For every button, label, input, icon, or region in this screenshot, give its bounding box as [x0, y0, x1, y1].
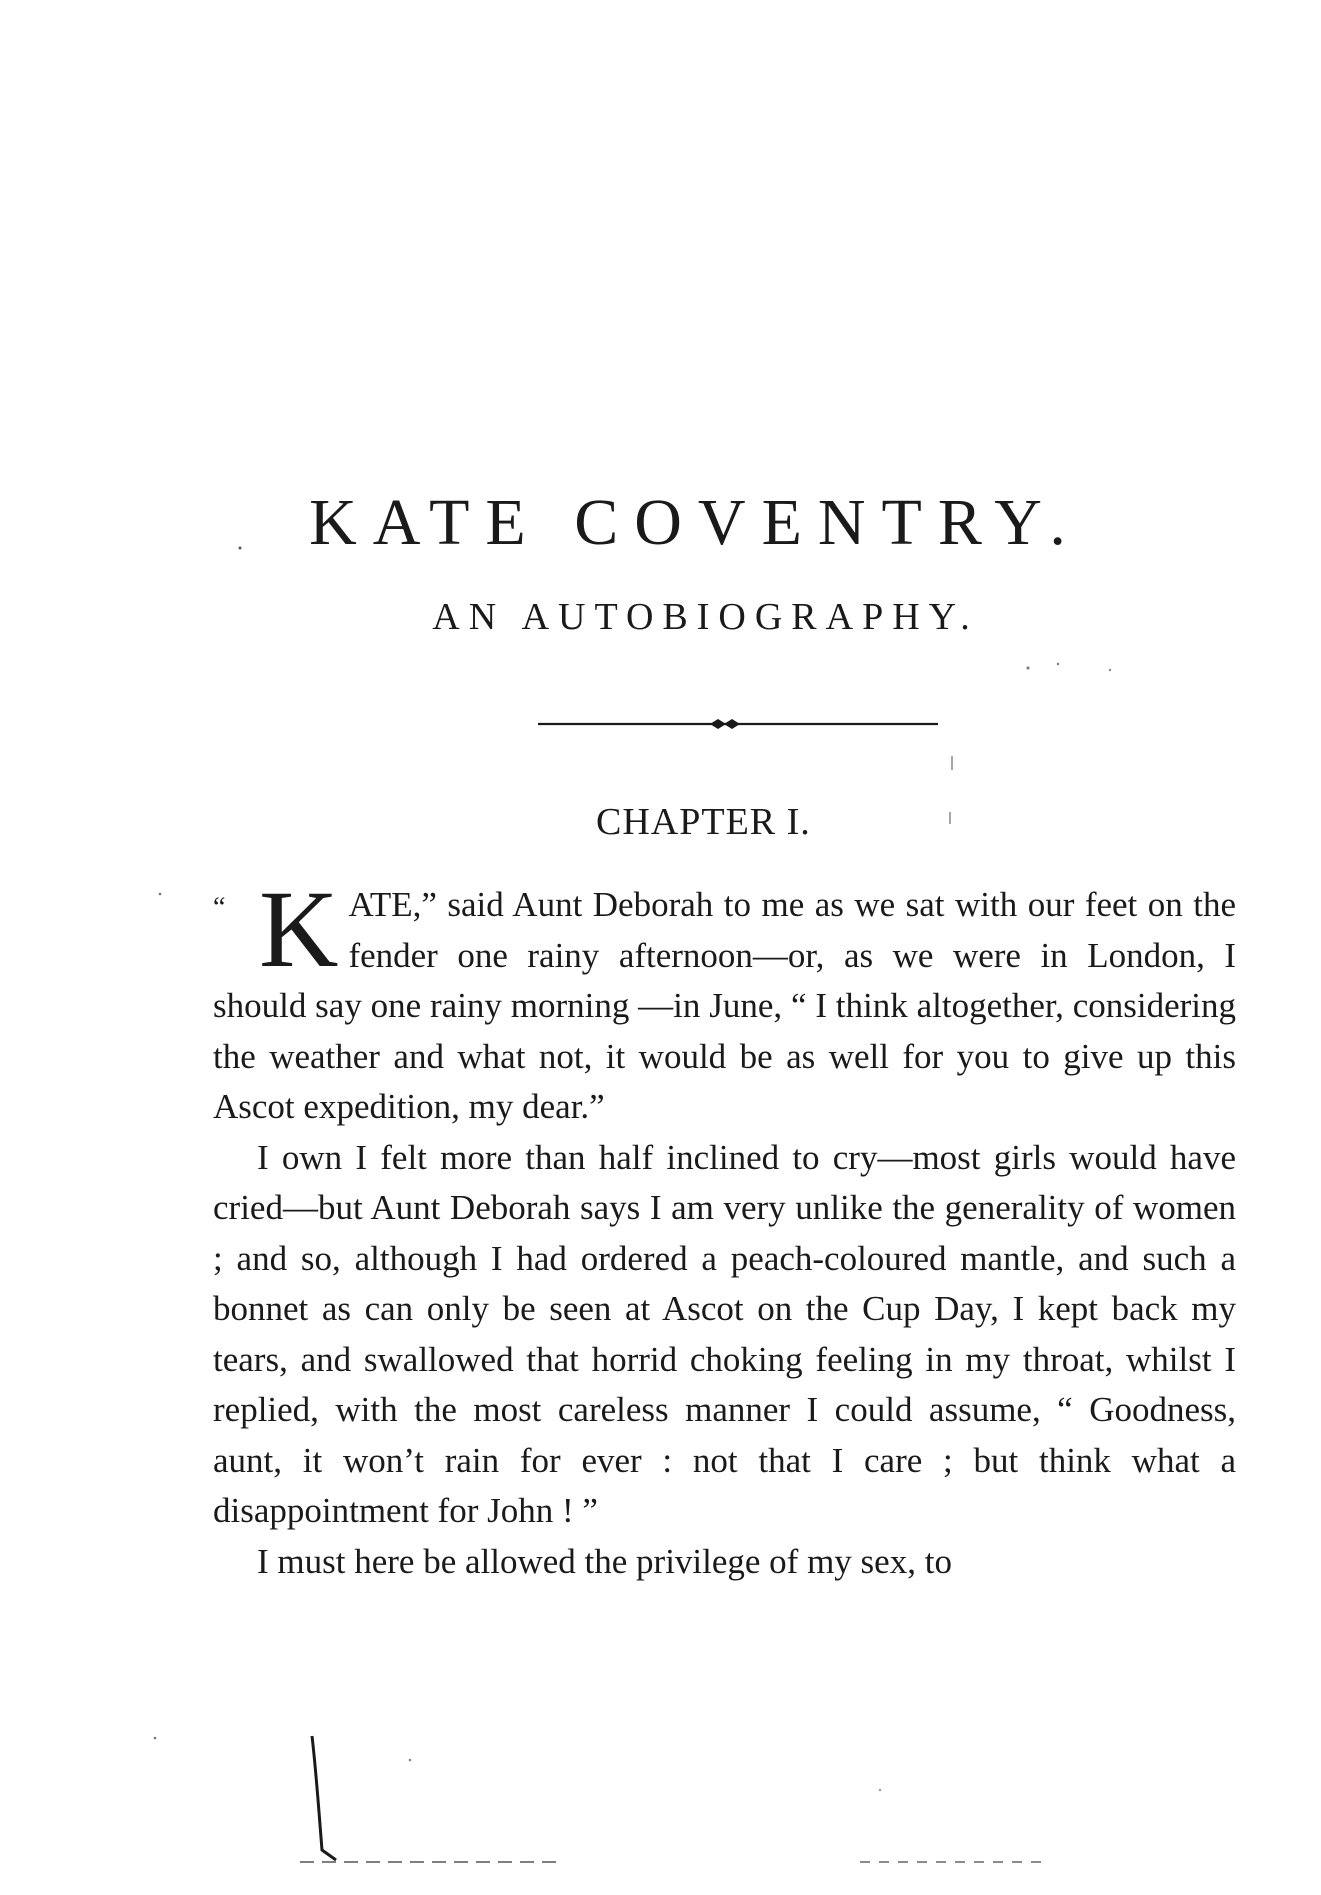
speck: [154, 1737, 157, 1740]
paragraph-1-text: ATE,” said Aunt Deborah to me as we sat with our feet on the fender one rainy afternoon—or, as we were in London, I should say one rainy morning —in June, “ I think altogether, considering the weather and what not, it would be as well for you to give up this Ascot expedition, my dear.”: [213, 885, 1236, 1126]
rule-diamond-left: [710, 719, 726, 729]
drop-cap: [213, 868, 339, 990]
book-title: KATE COVENTRY.: [309, 486, 1082, 559]
rule-diamond-right: [724, 719, 740, 729]
speck: [312, 1736, 336, 1860]
chapter-heading: CHAPTER I.: [596, 801, 811, 843]
speck: [1057, 663, 1059, 665]
paragraph-1: [213, 868, 1236, 1133]
opening-quote-mark: “: [213, 892, 226, 923]
book-subtitle: AN AUTOBIOGRAPHY.: [432, 596, 979, 638]
paragraph-3: I must here be allowed the privilege of my sex, to: [257, 1541, 952, 1581]
chapter-body: [213, 868, 1236, 1587]
speck: [159, 893, 162, 896]
drop-cap-letter: K: [259, 868, 339, 990]
speck: [879, 1789, 881, 1791]
speck: [1027, 667, 1030, 670]
speck: [1109, 669, 1111, 671]
speck: [409, 1759, 412, 1762]
paragraph-2: I own I felt more than half inclined to cry—most girls would have cried—but Aunt Deborah says I am very unlike the generality of women ; and so, although I had ordered a peach-coloured mantle, and such a bonnet as can only be seen at Ascot on the Cup Day, I kept back my tears, and swallowed that horrid choking feeling in my throat, whilst I replied, with the most careless manner I could assume, “ Goodness, aunt, it won’t rain for ever : not that I care ; but think what a disappointment for John ! ”: [213, 1137, 1236, 1530]
ornamental-rule: [538, 717, 938, 731]
